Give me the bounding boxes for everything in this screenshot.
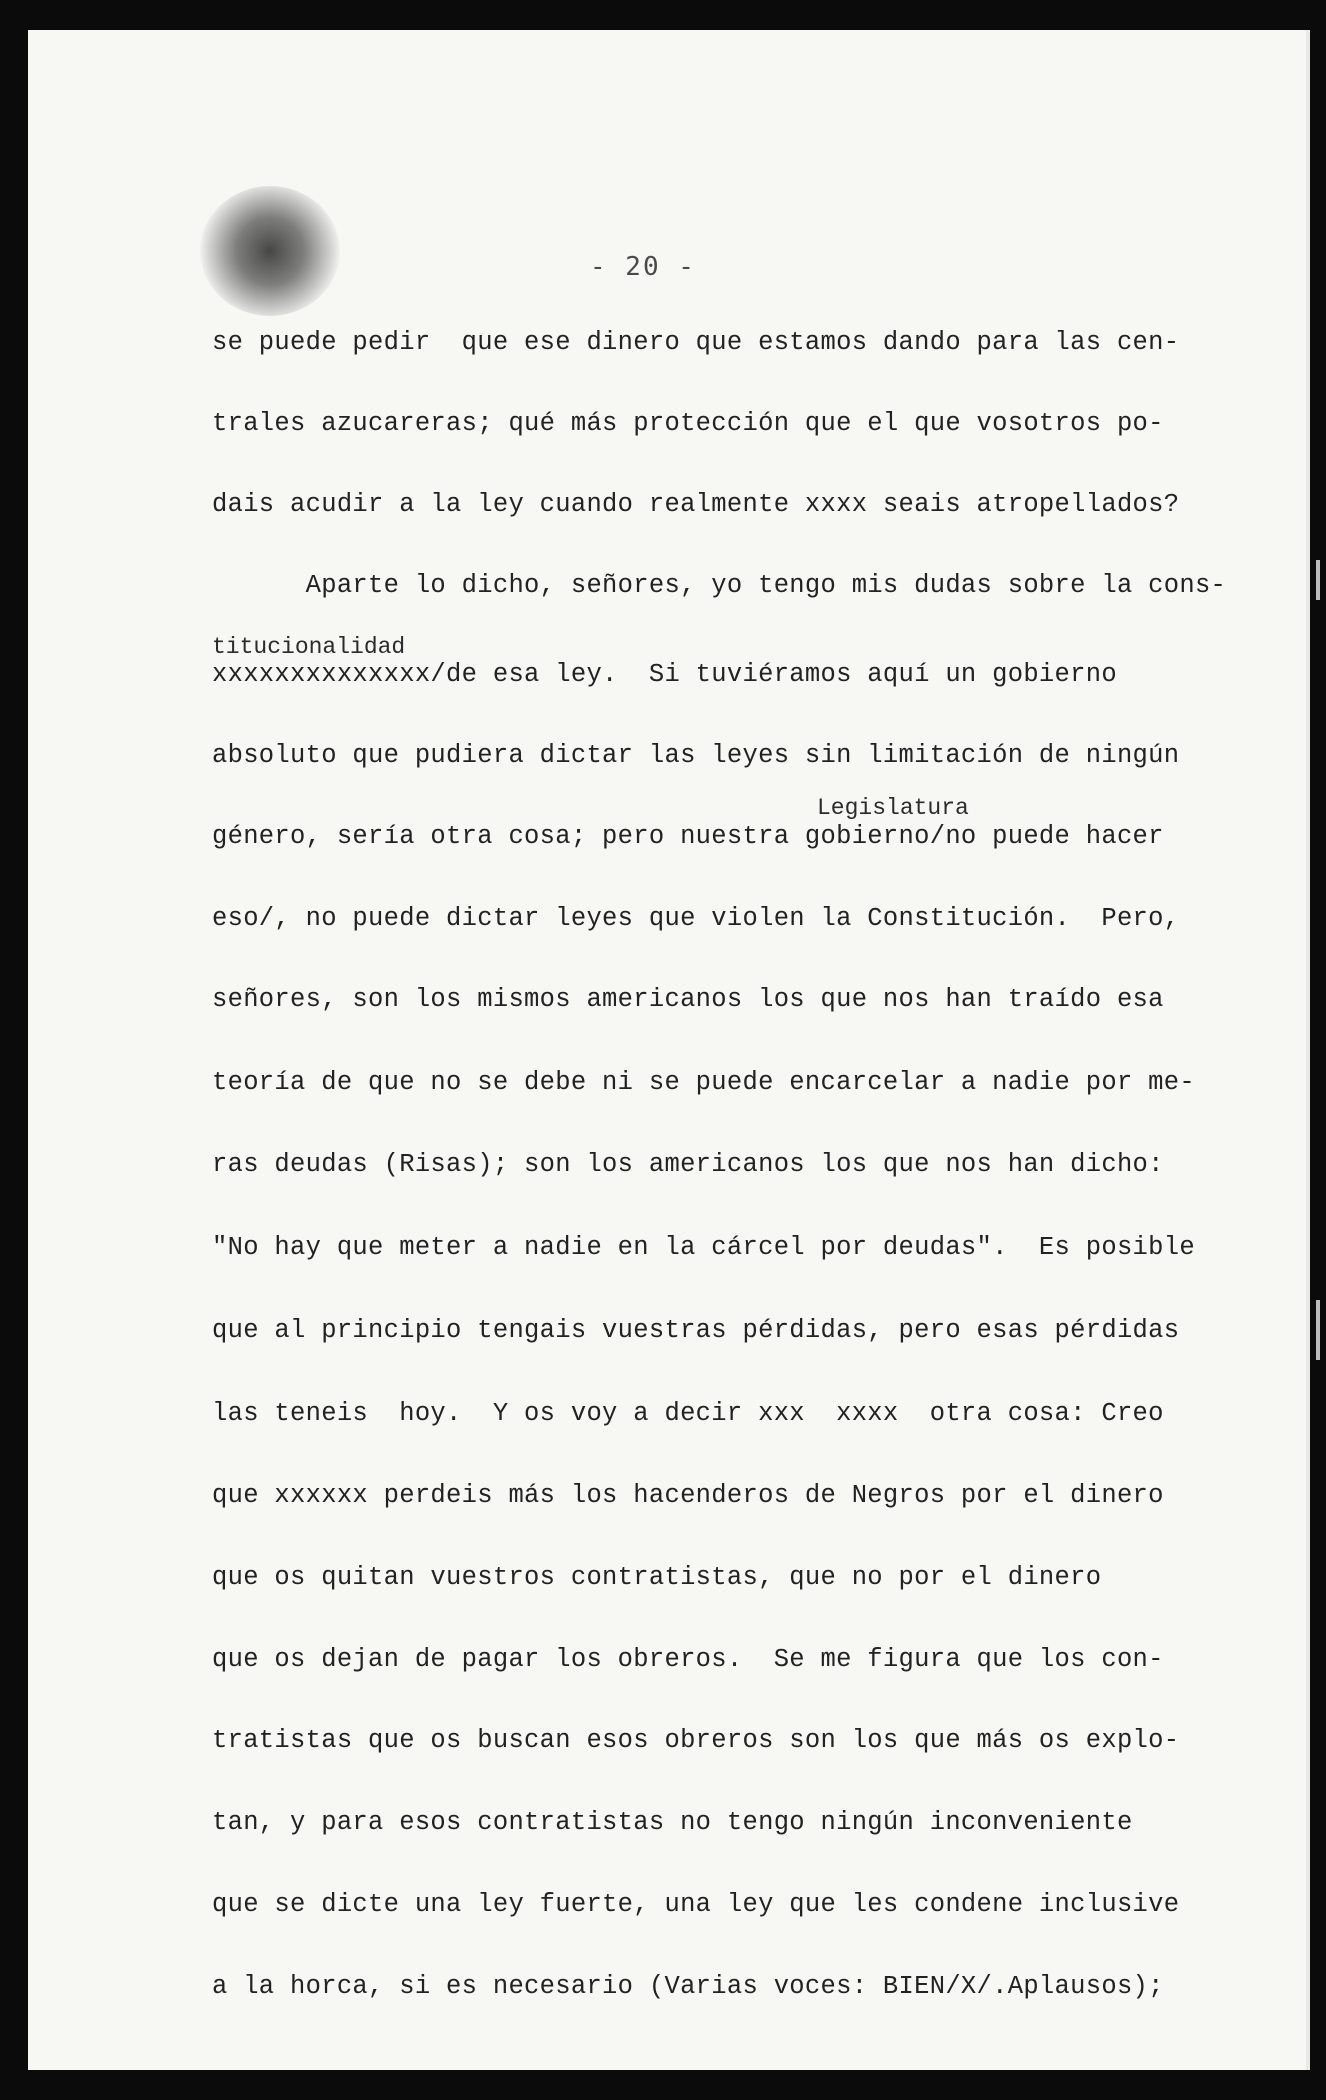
text-line: absoluto que pudiera dictar las leyes sin limitación de ningún	[212, 741, 1180, 770]
text-line: se puede pedir que ese dinero que estamos dando para las cen-	[212, 328, 1180, 357]
text-line: que os quitan vuestros contratistas, que no por el dinero	[212, 1563, 1102, 1592]
ink-smudge	[200, 186, 340, 316]
text-line: Aparte lo dicho, señores, yo tengo mis dudas sobre la cons-	[212, 571, 1227, 600]
text-line: eso/, no puede dictar leyes que violen la Constitución. Pero,	[212, 904, 1180, 933]
text-line: "No hay que meter a nadie en la cárcel por deudas". Es posible	[212, 1233, 1195, 1262]
scan-edge-mark	[1316, 560, 1320, 600]
text-line: género, sería otra cosa; pero nuestra gobierno/no puede hacer	[212, 822, 1164, 851]
text-line: tratistas que os buscan esos obreros son los que más os explo-	[212, 1726, 1180, 1755]
text-line: que os dejan de pagar los obreros. Se me figura que los con-	[212, 1645, 1164, 1674]
text-line: dais acudir a la ley cuando realmente xxxx seais atropellados?	[212, 490, 1180, 519]
text-line: señores, son los mismos americanos los que nos han traído esa	[212, 985, 1164, 1014]
scan-edge-mark	[1316, 1300, 1320, 1360]
text-line: que se dicte una ley fuerte, una ley que les condene inclusive	[212, 1890, 1180, 1919]
text-line: xxxxxxxxxxxxxx/de esa ley. Si tuviéramos aquí un gobierno	[212, 660, 1117, 689]
text-line: trales azucareras; qué más protección que el que vosotros po-	[212, 409, 1164, 438]
text-line: a la horca, si es necesario (Varias voces: BIEN/X/.Aplausos);	[212, 1972, 1164, 2001]
interlinear-insert: titucionalidad	[212, 634, 406, 660]
text-line: ras deudas (Risas); son los americanos los que nos han dicho:	[212, 1150, 1164, 1179]
text-line: tan, y para esos contratistas no tengo ningún inconveniente	[212, 1808, 1133, 1837]
text-line: las teneis hoy. Y os voy a decir xxx xxxx otra cosa: Creo	[212, 1399, 1164, 1428]
page-number: - 20 -	[590, 252, 696, 282]
text-line: que xxxxxx perdeis más los hacenderos de Negros por el dinero	[212, 1481, 1164, 1510]
text-line: que al principio tengais vuestras pérdidas, pero esas pérdidas	[212, 1316, 1180, 1345]
text-line: teoría de que no se debe ni se puede encarcelar a nadie por me-	[212, 1068, 1195, 1097]
interlinear-insert: Legislatura	[817, 795, 969, 821]
